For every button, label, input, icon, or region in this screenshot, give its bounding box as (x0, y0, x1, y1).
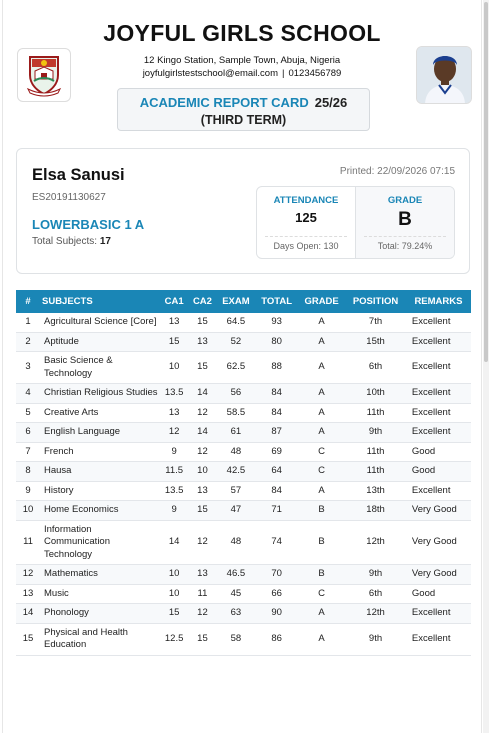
cell-subject: Mathematics (40, 565, 160, 585)
printed-timestamp: Printed: 22/09/2026 07:15 (339, 166, 455, 177)
cell-total: 84 (255, 384, 298, 404)
student-photo (416, 46, 472, 104)
cell-position: 9th (345, 565, 406, 585)
cell-ca2: 15 (188, 501, 216, 521)
cell-grade: A (298, 623, 345, 655)
cell-subject: Phonology (40, 604, 160, 624)
cell-total: 69 (255, 442, 298, 462)
cell-ca2: 13 (188, 481, 216, 501)
cell-position: 11th (345, 403, 406, 423)
cell-grade: A (298, 332, 345, 352)
col-header-exam: EXAM (217, 290, 256, 313)
col-header-grade: GRADE (298, 290, 345, 313)
col-header-number: # (16, 290, 40, 313)
school-address: 12 Kingo Station, Sample Town, Abuja, Nigeria (143, 55, 341, 66)
cell-ca1: 13.5 (160, 384, 188, 404)
cell-ca2: 11 (188, 584, 216, 604)
cell-total: 87 (255, 423, 298, 443)
cell-total: 90 (255, 604, 298, 624)
cell-position: 18th (345, 501, 406, 521)
school-email: joyfulgirlstestschool@email.com (142, 68, 278, 79)
total-subjects-value: 17 (99, 236, 111, 247)
cell-subject: Home Economics (40, 501, 160, 521)
cell-total: 84 (255, 403, 298, 423)
scrollbar-thumb[interactable] (484, 2, 488, 362)
cell-exam: 46.5 (217, 565, 256, 585)
grade-label: GRADE (387, 195, 423, 206)
cell-subject: Aptitude (40, 332, 160, 352)
table-row (16, 565, 471, 585)
attendance-label: ATTENDANCE (273, 195, 339, 206)
page-scrollbar[interactable] (483, 0, 489, 733)
report-title: ACADEMIC REPORT CARD (139, 95, 309, 110)
cell-number: 3 (16, 352, 40, 384)
cell-ca1: 15 (160, 604, 188, 624)
cell-remarks: Excellent (406, 481, 471, 501)
cell-position: 11th (345, 462, 406, 482)
table-row (16, 501, 471, 521)
table-row (16, 604, 471, 624)
cell-ca1: 10 (160, 584, 188, 604)
cell-remarks: Excellent (406, 623, 471, 655)
cell-grade: B (298, 565, 345, 585)
cell-ca2: 14 (188, 384, 216, 404)
table-row (16, 481, 471, 501)
cell-total: 74 (255, 520, 298, 565)
student-name: Elsa Sanusi (32, 166, 125, 184)
table-row (16, 442, 471, 462)
cell-grade: C (298, 584, 345, 604)
cell-ca1: 11.5 (160, 462, 188, 482)
cell-grade: C (298, 462, 345, 482)
cell-exam: 47 (217, 501, 256, 521)
table-row (16, 423, 471, 443)
cell-subject: Music (40, 584, 160, 604)
student-class: LOWERBASIC 1 A (32, 217, 145, 232)
cell-ca1: 13 (160, 313, 188, 332)
cell-grade: B (298, 501, 345, 521)
cell-ca1: 14 (160, 520, 188, 565)
cell-ca1: 9 (160, 442, 188, 462)
cell-exam: 58.5 (217, 403, 256, 423)
cell-position: 9th (345, 623, 406, 655)
school-phone: 0123456789 (288, 68, 342, 79)
student-photo-icon (417, 47, 472, 104)
cell-total: 66 (255, 584, 298, 604)
col-header-position: POSITION (345, 290, 406, 313)
cell-exam: 48 (217, 520, 256, 565)
cell-total: 64 (255, 462, 298, 482)
table-row (16, 520, 471, 565)
table-row (16, 332, 471, 352)
total-subjects (32, 236, 111, 247)
cell-grade: C (298, 442, 345, 462)
contact-separator: | (282, 68, 285, 79)
cell-position: 12th (345, 604, 406, 624)
cell-remarks: Good (406, 442, 471, 462)
results-header-row (16, 290, 471, 313)
cell-number: 8 (16, 462, 40, 482)
cell-total: 93 (255, 313, 298, 332)
cell-remarks: Excellent (406, 313, 471, 332)
cell-subject: Basic Science & Technology (40, 352, 160, 384)
cell-ca2: 15 (188, 352, 216, 384)
cell-ca1: 15 (160, 332, 188, 352)
cell-subject: Creative Arts (40, 403, 160, 423)
cell-ca2: 12 (188, 604, 216, 624)
cell-subject: Christian Religious Studies (40, 384, 160, 404)
cell-total: 80 (255, 332, 298, 352)
cell-ca2: 14 (188, 423, 216, 443)
cell-ca1: 9 (160, 501, 188, 521)
table-row (16, 623, 471, 655)
table-row (16, 352, 471, 384)
cell-remarks: Very Good (406, 520, 471, 565)
results-table (16, 290, 471, 656)
cell-position: 11th (345, 442, 406, 462)
cell-number: 12 (16, 565, 40, 585)
cell-ca1: 12 (160, 423, 188, 443)
school-contact (3, 68, 481, 79)
total-subjects-label: Total Subjects: (32, 236, 98, 247)
report-title-line (118, 95, 369, 110)
cell-grade: A (298, 481, 345, 501)
grade-value: B (398, 209, 412, 230)
report-term: (THIRD TERM) (200, 113, 287, 127)
cell-number: 15 (16, 623, 40, 655)
cell-exam: 56 (217, 384, 256, 404)
table-row (16, 384, 471, 404)
cell-total: 71 (255, 501, 298, 521)
cell-number: 4 (16, 384, 40, 404)
days-open: Days Open: 130 (265, 236, 347, 251)
cell-grade: A (298, 352, 345, 384)
report-session: 25/26 (314, 95, 348, 110)
cell-ca1: 10 (160, 352, 188, 384)
cell-exam: 58 (217, 623, 256, 655)
cell-grade: B (298, 520, 345, 565)
cell-position: 13th (345, 481, 406, 501)
cell-ca2: 12 (188, 520, 216, 565)
cell-position: 12th (345, 520, 406, 565)
cell-exam: 52 (217, 332, 256, 352)
col-header-total: TOTAL (255, 290, 298, 313)
cell-remarks: Very Good (406, 565, 471, 585)
cell-ca1: 12.5 (160, 623, 188, 655)
cell-grade: A (298, 384, 345, 404)
cell-ca1: 13 (160, 403, 188, 423)
cell-exam: 64.5 (217, 313, 256, 332)
col-header-subjects: SUBJECTS (40, 290, 160, 313)
cell-ca1: 10 (160, 565, 188, 585)
grade-total: Total: 79.24% (364, 236, 446, 251)
cell-grade: A (298, 403, 345, 423)
attendance-stat (257, 187, 355, 258)
cell-ca2: 13 (188, 565, 216, 585)
cell-number: 13 (16, 584, 40, 604)
cell-ca2: 12 (188, 403, 216, 423)
cell-exam: 45 (217, 584, 256, 604)
cell-subject: Hausa (40, 462, 160, 482)
col-header-ca1: CA1 (160, 290, 188, 313)
cell-exam: 48 (217, 442, 256, 462)
cell-position: 9th (345, 423, 406, 443)
cell-exam: 62.5 (217, 352, 256, 384)
attendance-value: 125 (295, 210, 317, 225)
cell-grade: A (298, 423, 345, 443)
cell-total: 70 (255, 565, 298, 585)
cell-remarks: Excellent (406, 604, 471, 624)
cell-number: 7 (16, 442, 40, 462)
cell-exam: 57 (217, 481, 256, 501)
cell-total: 88 (255, 352, 298, 384)
cell-remarks: Good (406, 462, 471, 482)
cell-number: 1 (16, 313, 40, 332)
cell-number: 11 (16, 520, 40, 565)
student-info-card (16, 148, 470, 274)
cell-grade: A (298, 604, 345, 624)
col-header-ca2: CA2 (188, 290, 216, 313)
cell-ca2: 12 (188, 442, 216, 462)
summary-stats (256, 186, 455, 259)
school-name: JOYFUL GIRLS SCHOOL (103, 20, 381, 46)
table-row (16, 462, 471, 482)
cell-subject: French (40, 442, 160, 462)
cell-remarks: Very Good (406, 501, 471, 521)
cell-number: 2 (16, 332, 40, 352)
grade-stat (355, 187, 454, 258)
cell-position: 7th (345, 313, 406, 332)
cell-number: 5 (16, 403, 40, 423)
cell-remarks: Excellent (406, 332, 471, 352)
student-id: ES20191130627 (32, 192, 106, 203)
cell-subject: History (40, 481, 160, 501)
table-row (16, 584, 471, 604)
col-header-remarks: REMARKS (406, 290, 471, 313)
results-body (16, 313, 471, 655)
cell-ca2: 13 (188, 332, 216, 352)
cell-remarks: Good (406, 584, 471, 604)
cell-subject: Information Communication Technology (40, 520, 160, 565)
cell-position: 10th (345, 384, 406, 404)
cell-number: 9 (16, 481, 40, 501)
report-card-banner (117, 88, 370, 131)
cell-position: 6th (345, 352, 406, 384)
cell-remarks: Excellent (406, 423, 471, 443)
cell-remarks: Excellent (406, 384, 471, 404)
cell-number: 10 (16, 501, 40, 521)
cell-remarks: Excellent (406, 352, 471, 384)
cell-position: 15th (345, 332, 406, 352)
cell-exam: 61 (217, 423, 256, 443)
cell-ca2: 15 (188, 623, 216, 655)
cell-total: 84 (255, 481, 298, 501)
report-card-page (2, 0, 482, 733)
table-row (16, 313, 471, 332)
table-row (16, 403, 471, 423)
cell-subject: Physical and Health Education (40, 623, 160, 655)
cell-remarks: Excellent (406, 403, 471, 423)
cell-exam: 63 (217, 604, 256, 624)
cell-number: 14 (16, 604, 40, 624)
cell-number: 6 (16, 423, 40, 443)
cell-total: 86 (255, 623, 298, 655)
cell-ca2: 10 (188, 462, 216, 482)
cell-ca2: 15 (188, 313, 216, 332)
cell-ca1: 13.5 (160, 481, 188, 501)
cell-subject: Agricultural Science [Core] (40, 313, 160, 332)
cell-grade: A (298, 313, 345, 332)
cell-subject: English Language (40, 423, 160, 443)
cell-exam: 42.5 (217, 462, 256, 482)
cell-position: 6th (345, 584, 406, 604)
